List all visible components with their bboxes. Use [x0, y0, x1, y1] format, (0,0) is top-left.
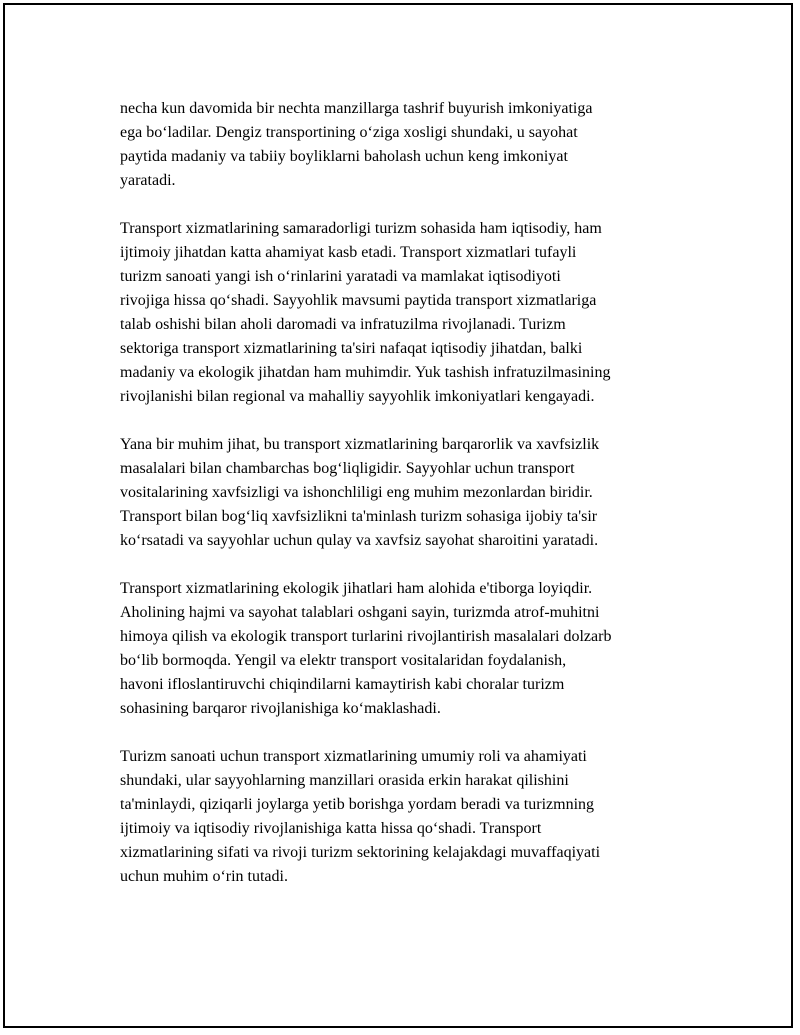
- text-line: ega boʻladilar. Dengiz transportining oʻziga xosligi shundaki, u sayohat: [120, 124, 578, 141]
- text-line: talab oshishi bilan aholi daromadi va infratuzilma rivojlanadi. Turizm: [120, 316, 566, 333]
- document-page: [3, 3, 793, 1028]
- text-line: masalalari bilan chambarchas bogʻliqligidir. Sayyohlar uchun transport: [120, 460, 575, 477]
- text-line: ta'minlaydi, qiziqarli joylarga yetib borishga yordam beradi va turizmning: [120, 796, 595, 813]
- text-line: Transport bilan bogʻliq xavfsizlikni ta'minlash turizm sohasiga ijobiy ta'sir: [120, 508, 598, 525]
- text-line: rivojlanishi bilan regional va mahalliy sayyohlik imkoniyatlari kengayadi.: [120, 388, 595, 405]
- paragraph-2: [120, 217, 680, 409]
- text-line: ijtimoiy va iqtisodiy rivojlanishiga katta hissa qoʻshadi. Transport: [120, 820, 542, 837]
- text-line: Transport xizmatlarining ekologik jihatlari ham alohida e'tiborga loyiqdir.: [120, 580, 593, 597]
- text-line: necha kun davomida bir nechta manzillarga tashrif buyurish imkoniyatiga: [120, 100, 593, 117]
- text-line: boʻlib bormoqda. Yengil va elektr transport vositalaridan foydalanish,: [120, 652, 567, 669]
- text-line: paytida madaniy va tabiiy boyliklarni baholash uchun keng imkoniyat: [120, 148, 568, 165]
- text-line: uchun muhim oʻrin tutadi.: [120, 868, 288, 885]
- text-line: vositalarining xavfsizligi va ishonchliligi eng muhim mezonlardan biridir.: [120, 484, 593, 501]
- document-body: [120, 97, 680, 913]
- text-line: shundaki, ular sayyohlarning manzillari orasida erkin harakat qilishini: [120, 772, 569, 789]
- text-line: havoni ifloslantiruvchi chiqindilarni kamaytirish kabi choralar turizm: [120, 676, 565, 693]
- text-line: turizm sanoati yangi ish oʻrinlarini yaratadi va mamlakat iqtisodiyoti: [120, 268, 561, 285]
- text-line: Transport xizmatlarining samaradorligi turizm sohasida ham iqtisodiy, ham: [120, 220, 602, 237]
- paragraph-3: [120, 433, 680, 553]
- text-line: koʻrsatadi va sayyohlar uchun qulay va xavfsiz sayohat sharoitini yaratadi.: [120, 532, 599, 549]
- text-line: sektoriga transport xizmatlarining ta'siri nafaqat iqtisodiy jihatdan, balki: [120, 340, 583, 357]
- text-line: ijtimoiy jihatdan katta ahamiyat kasb etadi. Transport xizmatlari tufayli: [120, 244, 577, 261]
- text-line: himoya qilish va ekologik transport turlarini rivojlantirish masalalari dolzarb: [120, 628, 612, 645]
- text-line: rivojiga hissa qoʻshadi. Sayyohlik mavsumi paytida transport xizmatlariga: [120, 292, 597, 309]
- text-line: sohasining barqaror rivojlanishiga koʻmaklashadi.: [120, 700, 441, 717]
- text-line: Yana bir muhim jihat, bu transport xizmatlarining barqarorlik va xavfsizlik: [120, 436, 600, 453]
- text-line: madaniy va ekologik jihatdan ham muhimdir. Yuk tashish infratuzilmasining: [120, 364, 611, 381]
- paragraph-5: [120, 745, 680, 889]
- paragraph-4: [120, 577, 680, 721]
- text-line: xizmatlarining sifati va rivoji turizm sektorining kelajakdagi muvaffaqiyati: [120, 844, 601, 861]
- text-line: Turizm sanoati uchun transport xizmatlarining umumiy roli va ahamiyati: [120, 748, 587, 765]
- text-line: yaratadi.: [120, 172, 176, 189]
- text-line: Aholining hajmi va sayohat talablari oshgani sayin, turizmda atrof-muhitni: [120, 604, 600, 621]
- paragraph-1: [120, 97, 680, 193]
